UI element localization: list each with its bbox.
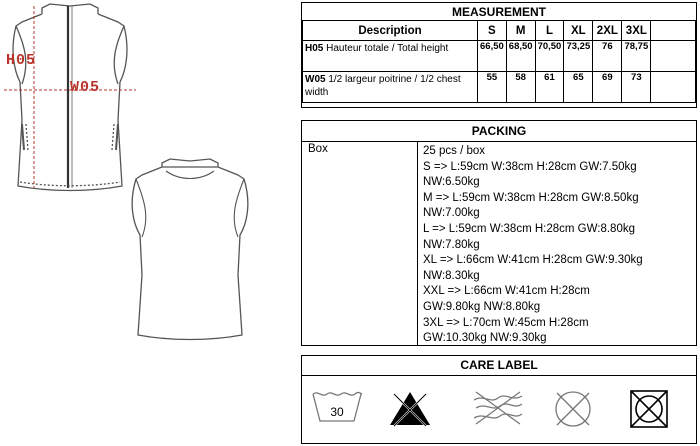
packing-panel [301,120,697,346]
size-header: S [478,21,507,41]
care-label-title: CARE LABEL [302,356,696,376]
packing-line: XXL => L:66cm W:41cm H:28cm [423,285,590,298]
table-cell: 66,50 [478,41,507,72]
height-dimension-label: H05 [6,52,37,69]
no-tumble-dry-icon [470,388,526,428]
table-row [303,41,696,72]
no-tumble-dry-square-icon [628,388,670,430]
no-bleach-icon [386,388,434,428]
row-description [303,72,478,103]
packing-line: XL => L:66cm W:41cm H:28cm GW:9.30kg [423,254,643,267]
packing-line: NW:6.50kg [423,176,480,189]
table-cell: 69 [593,72,622,103]
packing-line: S => L:59cm W:38cm H:28cm GW:7.50kg [423,160,637,173]
packing-line: L => L:59cm W:38cm H:28cm GW:8.80kg [423,222,635,235]
table-cell: 65 [564,72,593,103]
wash-30-icon [310,388,364,424]
table-cell: 68,50 [506,41,535,72]
table-cell: 55 [478,72,507,103]
measurement-title: MEASUREMENT [303,3,696,21]
packing-title: PACKING [302,121,696,142]
table-cell: 73 [622,72,651,103]
table-cell: 73,25 [564,41,593,72]
table-cell: 58 [506,72,535,103]
table-row [303,72,696,103]
packing-type: Box [308,143,328,155]
width-dimension-label: W05 [70,79,101,96]
size-header: XL [564,21,593,41]
no-dry-clean-icon [552,388,594,430]
measurement-table [301,2,697,108]
table-cell: 76 [593,41,622,72]
row-description [303,41,478,72]
description-header: Description [303,21,478,41]
size-header: 3XL [622,21,651,41]
row-description-text: Hauteur totale / Total height [326,43,449,54]
size-header: 2XL [593,21,622,41]
table-cell [651,41,696,72]
row-code: W05 [305,74,326,85]
packing-line: M => L:59cm W:38cm H:28cm GW:8.50kg [423,191,639,204]
table-cell: 70,50 [535,41,564,72]
row-description-text: 1/2 largeur poitrine / 1/2 chest width [305,74,461,98]
vest-back-drawing [120,155,260,345]
vest-front-drawing [0,0,140,196]
size-header [651,21,696,41]
table-cell: 61 [535,72,564,103]
packing-line: NW:7.00kg [423,207,480,220]
packing-line: 3XL => L:70cm W:45cm H:28cm [423,316,589,329]
packing-line: NW:8.30kg [423,269,480,282]
size-header: M [506,21,535,41]
size-header: L [535,21,564,41]
packing-line: NW:7.80kg [423,238,480,251]
row-code: H05 [305,43,324,54]
care-label-panel [301,355,697,444]
packing-line: GW:10.30kg NW:9.30kg [423,332,547,345]
table-cell: 78,75 [622,41,651,72]
packing-line: GW:9.80kg NW:8.80kg [423,300,541,313]
table-cell [651,72,696,103]
packing-line: 25 pcs / box [423,145,486,157]
packing-details [423,144,643,347]
packing-divider [417,142,418,345]
wash-temperature: 30 [330,405,344,419]
